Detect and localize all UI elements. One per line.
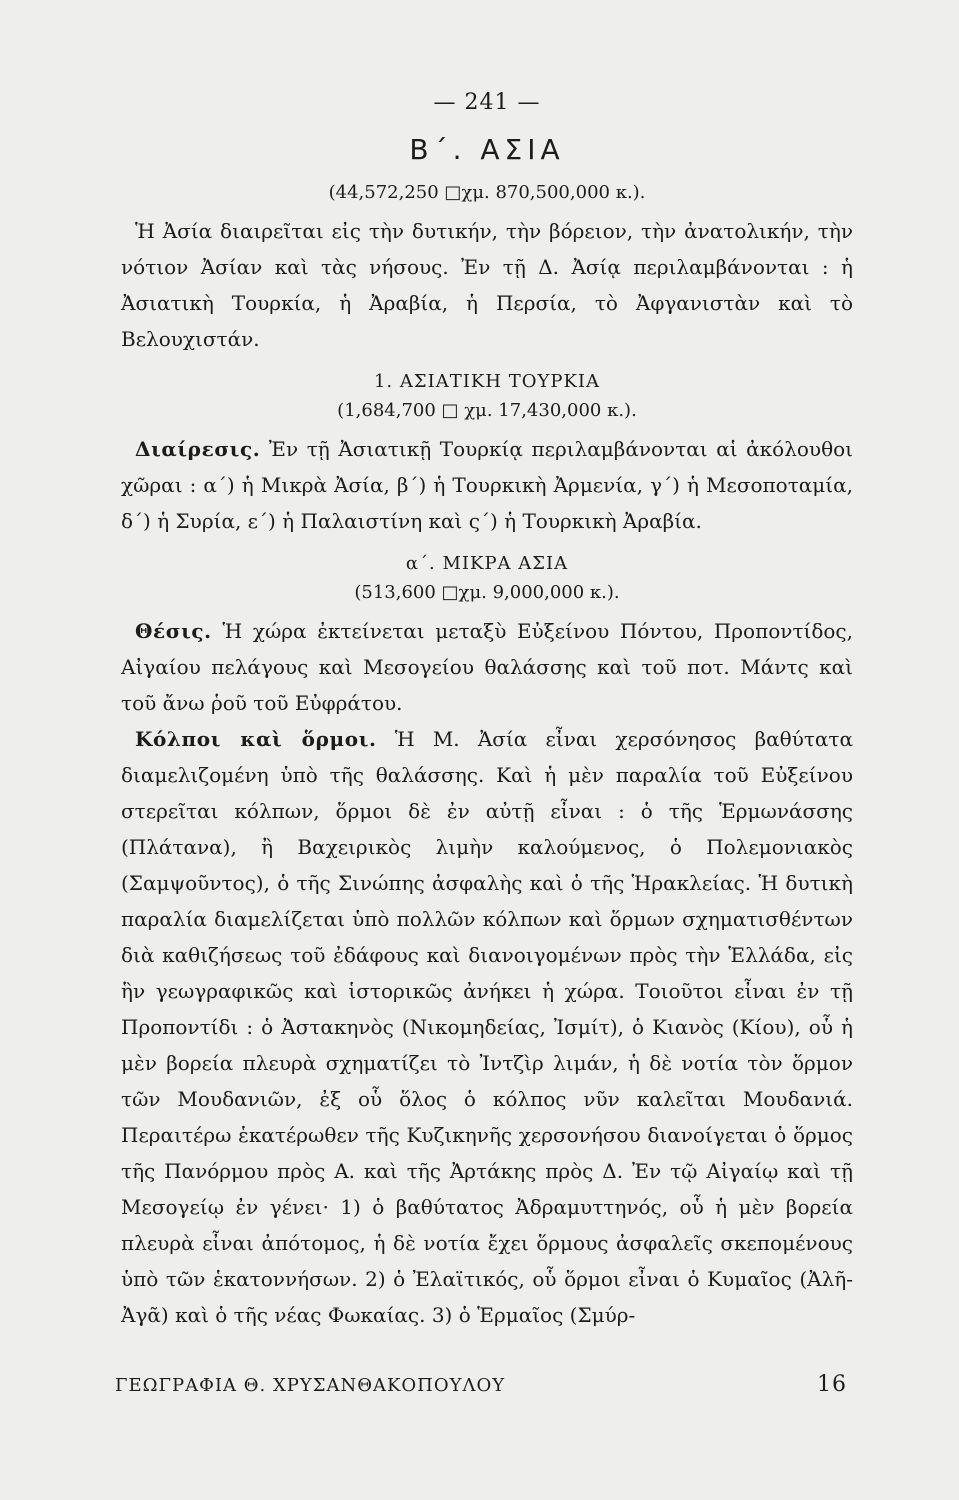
paragraph-division — [121, 431, 853, 539]
paragraph-position — [121, 613, 853, 721]
sheet-number: 16 — [817, 1372, 847, 1397]
page-number: — 241 — — [433, 90, 541, 115]
page-footer — [115, 1372, 855, 1397]
section-heading-asiatic-turkey: 1. ΑΣΙΑΤΙΚΗ ΤΟΥΡΚΙΑ — [373, 371, 601, 392]
page-content — [121, 90, 853, 1333]
paragraph-gulfs — [121, 721, 853, 1333]
intro-paragraph: Ἡ Ἀσία διαιρεῖται εἰς τὴν δυτικήν, τὴν βόρειον, τὴν ἀνατολικήν, τὴν νότιον Ἀσίαν καὶ τὰς νήσους. Ἐν τῇ Δ. Ἀσίᾳ περιλαμβάνονται : ἡ Ἀσιατικὴ Τουρκία, ἡ Ἀραβία, ἡ Περσία, τὸ Ἀφγανιστὰν καὶ τὸ Βελουχιστάν. — [121, 219, 853, 351]
part-title: Β΄. ΑΣΙΑ — [409, 133, 565, 166]
section-area-asiatic-turkey: (1,684,700 □ χμ. 17,430,000 κ.). — [337, 400, 637, 421]
paragraph-lead-division: Διαίρεσις. — [135, 437, 261, 461]
printer-signature: ΓΕΩΓΡΑΦΙΑ Θ. ΧΡΥΣΑΝΘΑΚΟΠΟΥΛΟΥ — [115, 1375, 506, 1396]
paragraph-text-position: Ἡ χώρα ἐκτείνεται μεταξὺ Εὐξείνου Πόντου, Προποντίδος, Αἰγαίου πελάγους καὶ Μεσογείου θαλάσσης καὶ τοῦ ποτ. Μάντς καὶ τοῦ ἄνω ῥοῦ τοῦ Εὐφράτου. — [121, 619, 853, 715]
paragraph-lead-gulfs: Κόλποι καὶ ὅρμοι. — [135, 727, 377, 751]
part-area: (44,572,250 □χμ. 870,500,000 κ.). — [328, 182, 646, 203]
section-heading-asia-minor: α΄. ΜΙΚΡΑ ΑΣΙΑ — [405, 553, 569, 574]
section-area-asia-minor: (513,600 □χμ. 9,000,000 κ.). — [354, 582, 620, 603]
paragraph-text-division: Ἐν τῇ Ἀσιατικῇ Τουρκίᾳ περιλαμβάνονται αἱ ἀκόλουθοι χῶραι : α΄) ἡ Μικρὰ Ἀσία, β΄) ἡ Τουρκικὴ Ἀρμενία, γ΄) ἡ Μεσοποταμία, δ΄) ἡ Συρία, ε΄) ἡ Παλαιστίνη καὶ ς΄) ἡ Τουρκικὴ Ἀραβία. — [121, 437, 853, 533]
paragraph-text-gulfs: Ἡ Μ. Ἀσία εἶναι χερσόνησος βαθύτατα διαμελιζομένη ὑπὸ τῆς θαλάσσης. Καὶ ἡ μὲν παραλία τοῦ Εὐξείνου στερεῖται κόλπων, ὅρμοι δὲ ἐν αὐτῇ εἶναι : ὁ τῆς Ἑρμωνάσσης (Πλάτανα), ἢ Βαχειρικὸς λιμὴν καλούμενος, ὁ Πολεμονιακὸς (Σαμψοῦντος), ὁ τῆς Σινώπης ἀσφαλὴς καὶ ὁ τῆς Ἡρακλείας. Ἡ δυτικὴ παραλία διαμελίζεται ὑπὸ πολλῶν κόλπων καὶ ὅρμων σχηματισθέντων διὰ καθιζήσεως τοῦ ἐδάφους καὶ διανοιγομένων πρὸς τὴν Ἑλλάδα, εἰς ἣν γεωγραφικῶς καὶ ἱστορικῶς ἀνήκει ἡ χώρα. Τοιοῦτοι εἶναι ἐν τῇ Προποντίδι : ὁ Ἀστακηνὸς (Νικομηδείας, Ἰσμίτ), ὁ Κιανὸς (Κίου), οὗ ἡ μὲν βορεία πλευρὰ σχηματίζει τὸ Ἰντζὶρ λιμάν, ἡ δὲ νοτία τὸν ὅρμον τῶν Μουδανιῶν, ἐξ οὗ ὅλος ὁ κόλπος νῦν καλεῖται Μουδανιά. Περαιτέρω ἑκατέρωθεν τῆς Κυζικηνῆς χερσονήσου διανοίγεται ὁ ὅρμος τῆς Πανόρμου πρὸς Α. καὶ τῆς Ἀρτάκης πρὸς Δ. Ἐν τῷ Αἰγαίῳ καὶ τῇ Μεσογείῳ ἐν γένει· 1) ὁ βαθύτατος Ἀδραμυττηνός, οὗ ἡ μὲν βορεία πλευρὰ εἶναι ἀπότομος, ἡ δὲ νοτία ἔχει ὅρμους ἀσφαλεῖς σκεπομένους ὑπὸ τῶν ἑκατοννήσων. 2) ὁ Ἐλαϊτικός, οὗ ὅρμοι εἶναι ὁ Κυμαῖος (Ἀλῆ-Ἀγᾶ) καὶ ὁ τῆς νέας Φωκαίας. 3) ὁ Ἑρμαῖος (Σμύρ- — [121, 727, 853, 1327]
paragraph-lead-position: Θέσις. — [135, 619, 212, 643]
